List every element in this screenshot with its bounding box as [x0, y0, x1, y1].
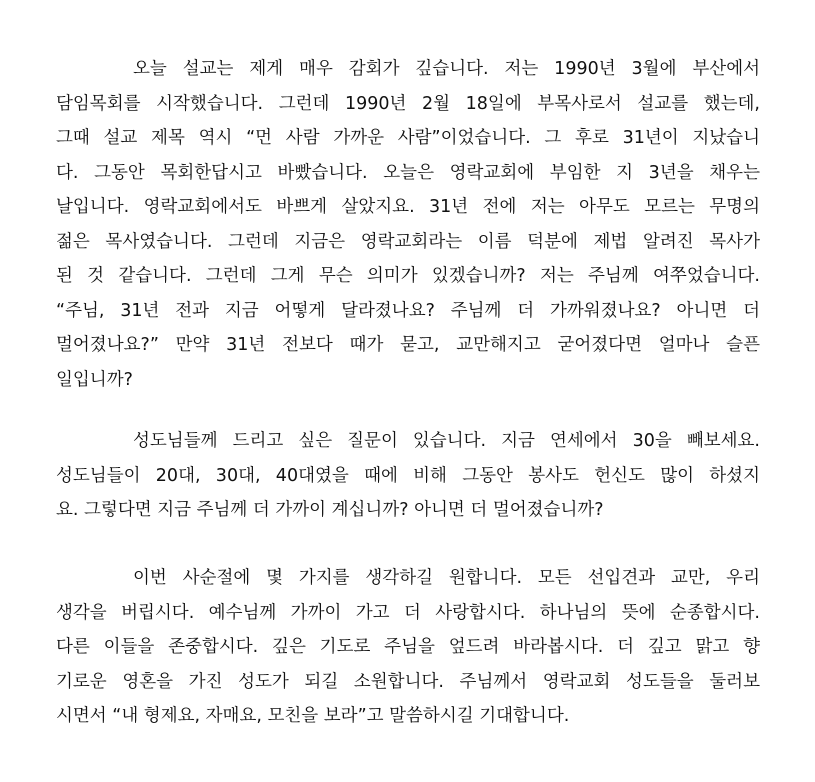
text-line: 멀어졌나요?” 만약 31년 전보다 때가 묻고, 교만해지고 굳어졌다면 얼마나 슬픈 — [56, 335, 760, 355]
text-line: 기로운 영혼을 가진 성도가 되길 소원합니다. 주님께서 영락교회 성도들을 둘러보 — [56, 671, 760, 692]
text-line: 그때 설교 제목 역시 “먼 사람 가까운 사람”이었습니다. 그 후로 31년이 지났습니 — [56, 128, 760, 148]
text-line: 시면서 “내 형제요, 자매요, 모친을 보라”고 말씀하시길 기대합니다. — [56, 706, 570, 726]
text-line: 날입니다. 영락교회에서도 바쁘게 살았지요. 31년 전에 저는 아무도 모르는 무명의 — [56, 197, 760, 217]
text-line: “주님, 31년 전과 지금 어떻게 달라졌나요? 주님께 더 가까워졌나요? 아니면 더 — [56, 300, 760, 321]
text-line: 성도님들께 드리고 싶은 질문이 있습니다. 지금 연세에서 30을 빼보세요. — [133, 431, 760, 451]
text-line: 생각을 버립시다. 예수님께 가까이 가고 더 사랑합시다. 하나님의 뜻에 순종합시다. — [56, 602, 760, 623]
text-line: 다른 이들을 존중합시다. 깊은 기도로 주님을 엎드려 바라봅시다. 더 깊고 맑고 향 — [56, 637, 760, 657]
paragraph-2 — [56, 424, 760, 528]
text-line: 오늘 설교는 제게 매우 감회가 깊습니다. 저는 1990년 3월에 부산에서 — [133, 59, 760, 79]
text-line: 요. 그렇다면 지금 주님께 더 가까이 계십니까? 아니면 더 멀어졌습니까? — [56, 500, 604, 520]
text-line: 담임목회를 시작했습니다. 그런데 1990년 2월 18일에 부목사로서 설교를 했는데, — [56, 93, 760, 114]
text-line: 이번 사순절에 몇 가지를 생각하길 원합니다. 모든 선입견과 교만, 우리 — [133, 568, 760, 588]
text-line: 성도님들이 20대, 30대, 40대였을 때에 비해 그동안 봉사도 헌신도 많이 하셨지 — [56, 465, 760, 486]
text-line: 다. 그동안 목회한답시고 바빴습니다. 오늘은 영락교회에 부임한 지 3년을 채우는 — [56, 162, 760, 183]
text-line: 된 것 같습니다. 그런데 그게 무슨 의미가 있겠습니까? 저는 주님께 여쭈었습니다. — [56, 266, 760, 286]
text-line: 젊은 목사였습니다. 그런데 지금은 영락교회라는 이름 덕분에 제법 알려진 목사가 — [56, 231, 760, 252]
paragraph-1 — [56, 52, 760, 397]
paragraph-3 — [56, 561, 760, 734]
text-line: 일입니까? — [56, 369, 133, 390]
